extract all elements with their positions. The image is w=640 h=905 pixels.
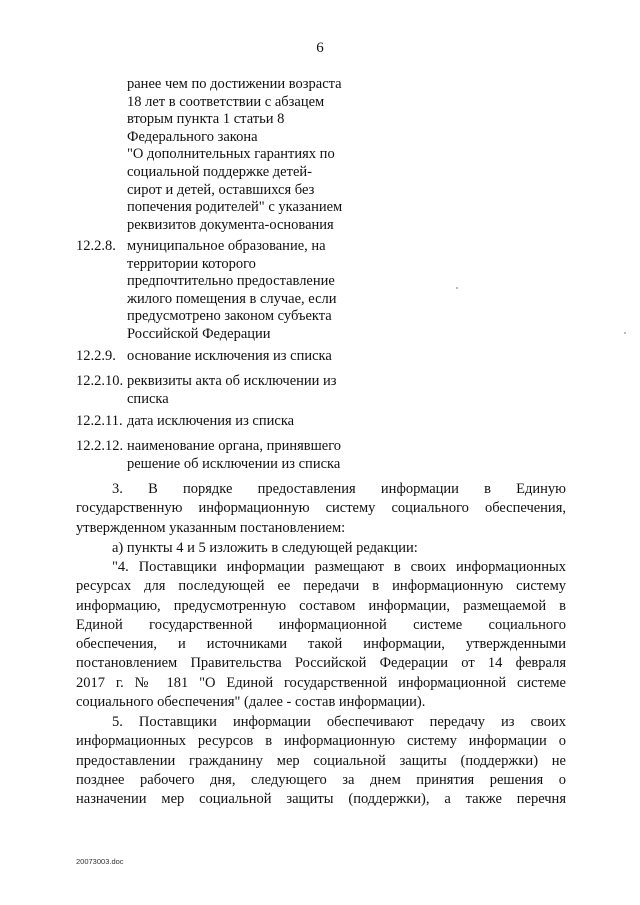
text-line: решение об исключении из списка [127, 455, 341, 472]
text-line: "О дополнительных гарантиях по [127, 146, 335, 163]
item-number: 12.2.10. [76, 373, 124, 389]
text-line: реквизитов документа-основания [127, 216, 334, 233]
scan-speck [624, 332, 626, 334]
text-line: предусмотрено законом субъекта [127, 308, 332, 325]
paragraph-5 [76, 713, 566, 809]
file-name-footer: 20073003.doc [76, 857, 124, 866]
text-line: дата исключения из списка [127, 413, 295, 429]
text-line: позднее рабочего дня, следующего за днем принятия решения о [76, 771, 566, 788]
page-number: 6 [316, 40, 324, 56]
text-line: территории которого [127, 255, 256, 272]
text-line: муниципальное образование, на [127, 238, 326, 254]
list-item-12-2-10 [76, 373, 376, 408]
list-item-12-2-8 [76, 238, 376, 344]
list-item-12-2-12 [76, 438, 376, 473]
text-line: а) пункты 4 и 5 изложить в следующей редакции: [112, 540, 418, 556]
list-item-12-2-9 [76, 348, 376, 366]
text-line: 2017 г. № 181 "О Единой государственной информационной системе [76, 674, 566, 691]
text-line: списка [127, 390, 169, 407]
text-line: ресурсах для последующей ее передачи в информационную систему [76, 578, 566, 595]
continuation-text [127, 76, 367, 234]
text-line: 5. Поставщики информации обеспечивают передачу из своих [112, 714, 566, 730]
text-line: постановлением Правительства Российской Федерации от 14 февраля [76, 655, 566, 672]
text-line: реквизиты акта об исключении из [127, 373, 337, 389]
text-line: предпочтительно предоставление [127, 273, 335, 290]
text-line: попечения родителей" с указанием [127, 199, 343, 216]
text-line: Российской Федерации [127, 325, 271, 342]
text-line: сирот и детей, оставшихся без [127, 181, 315, 198]
paragraph-3 [76, 480, 566, 538]
text-line: социальной поддержке детей- [127, 163, 312, 180]
paragraph-a [76, 539, 566, 558]
text-line: "4. Поставщики информации размещают в своих информационных [112, 559, 566, 575]
text-line: назначении мер социальной защиты (поддержки), а также перечня [76, 791, 566, 808]
text-line: Федерального закона [127, 128, 258, 145]
item-number: 12.2.11. [76, 413, 123, 429]
text-line: социального обеспечения" (далее - состав информации). [76, 694, 426, 711]
paragraph-4 [76, 558, 566, 712]
text-line: государственную информационную систему социального обеспечения, [76, 500, 566, 517]
text-line: основание исключения из списка [127, 348, 332, 364]
text-line: 18 лет в соответствии с абзацем [127, 93, 325, 110]
text-line: предоставлении гражданину мер социальной защиты (поддержки) не [76, 752, 566, 769]
item-number: 12.2.8. [76, 238, 116, 254]
text-line: информацию, предусмотренную составом информации, размещаемой в [76, 597, 566, 614]
text-line: информационных ресурсов в информационную систему информации о [76, 733, 566, 750]
scan-speck [456, 287, 458, 289]
text-line: 3. В порядке предоставления информации в Единую [112, 481, 566, 497]
text-line: обеспечения, и источниками такой информации, утвержденными [76, 636, 566, 653]
text-line: ранее чем по достижении возраста [127, 76, 342, 92]
text-line: наименование органа, принявшего [127, 438, 342, 454]
text-line: вторым пункта 1 статьи 8 [127, 111, 285, 128]
text-line: Единой государственной информационной системе социального [76, 616, 566, 633]
text-line: жилого помещения в случае, если [127, 290, 337, 307]
item-number: 12.2.9. [76, 348, 116, 364]
text-line: утвержденном указанным постановлением: [76, 519, 346, 536]
item-number: 12.2.12. [76, 438, 124, 454]
list-item-12-2-11 [76, 413, 376, 431]
